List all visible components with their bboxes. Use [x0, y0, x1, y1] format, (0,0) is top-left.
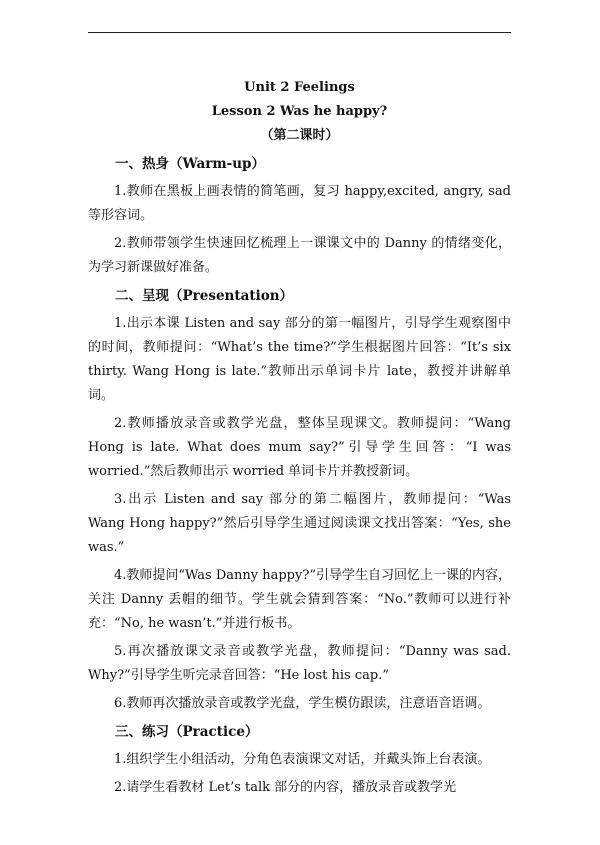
paragraph: 2.教师播放录音或教学光盘，整体呈现课文。教师提问：“Wang Hong is late. What does mum say?”引导学生回答：“I was worried.”然后教师出示 worried 单词卡片并教授新词。	[88, 416, 511, 479]
paragraph: 6.教师再次播放录音或教学光盘，学生模仿跟读，注意语音语调。	[114, 696, 491, 711]
section-heading-warmup: 一、热身（Warm-up）	[115, 156, 265, 172]
paragraph: 2.教师带领学生快速回忆梳理上一课课文中的 Danny 的情绪变化，为学习新课做好准备。	[88, 236, 511, 275]
paragraph: 3.出示 Listen and say 部分的第二幅图片，教师提问：“Was Wang Hong happy?”然后引导学生通过阅读课文找出答案：“Yes, she was.”	[88, 492, 511, 555]
period-label: （第二课时）	[260, 128, 339, 143]
top-rule	[88, 32, 511, 33]
section-heading-presentation: 二、呈现（Presentation）	[115, 288, 294, 304]
paragraph: 4.教师提问“Was Danny happy?”引导学生自习回忆上一课的内容，关注 Danny 丢帽的细节。学生就会猜到答案：“No.”教师可以进行补充：“No, he wasn’t.”并进行板书。	[88, 568, 511, 631]
document-page	[88, 76, 511, 804]
lesson-title: Lesson 2 Was he happy?	[211, 104, 388, 119]
paragraph: 1.组织学生小组活动，分角色表演课文对话，并戴头饰上台表演。	[114, 752, 491, 767]
section-heading-practice: 三、练习（Practice）	[115, 724, 259, 740]
paragraph: 5.再次播放课文录音或教学光盘，教师提问：“Danny was sad. Why?”引导学生听完录音回答：“He lost his cap.”	[88, 644, 511, 683]
paragraph: 2.请学生看教材 Let’s talk 部分的内容，播放录音或教学光	[114, 780, 457, 795]
unit-title: Unit 2 Feelings	[244, 80, 355, 95]
paragraph: 1.出示本课 Listen and say 部分的第一幅图片，引导学生观察图中的时间，教师提问：“What’s the time?”学生根据图片回答：“It’s six thirty. Wang Hong is late.”教师出示单词卡片 late，教授并讲解单词。	[88, 316, 511, 403]
paragraph: 1.教师在黑板上画表情的简笔画，复习 happy,excited, angry, sad 等形容词。	[88, 184, 511, 223]
